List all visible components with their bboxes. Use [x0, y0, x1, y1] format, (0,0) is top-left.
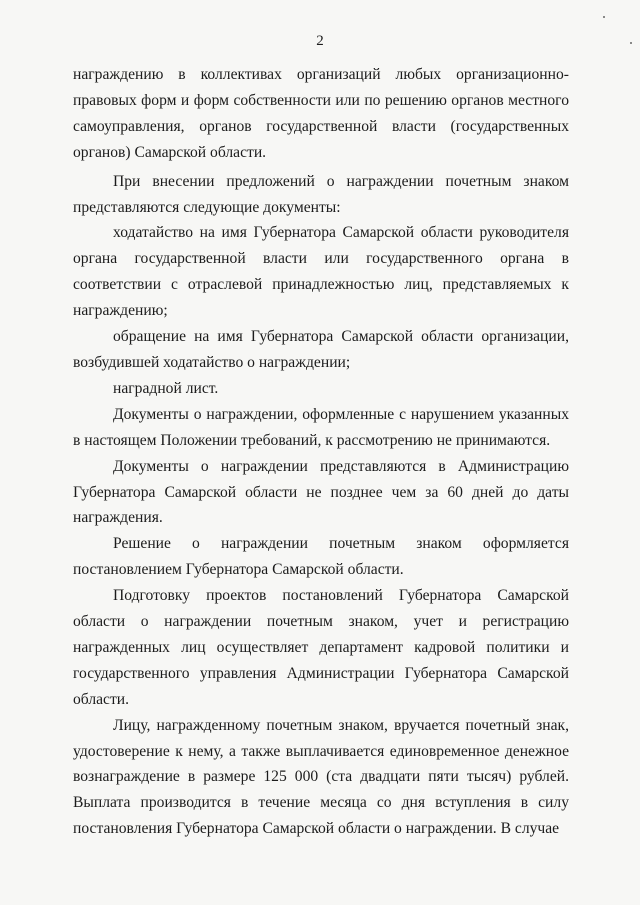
paragraph-2: При внесении предложений о награждении почетным знаком представляются следующие документы:	[73, 172, 569, 216]
body-text	[73, 62, 569, 842]
paragraph-9: Подготовку проектов постановлений Губернатора Самарской области о награждении почетным знаком, учет и регистрацию награжденных лиц осуществляет департамент кадровой политики и государственного управления Администрации Губернатора Самарской области.	[73, 587, 569, 708]
paragraph-6: Документы о награждении, оформленные с нарушением указанных в настоящем Положении требований, к рассмотрению не принимаются.	[73, 405, 569, 449]
scan-speck	[603, 16, 605, 18]
scan-speck	[630, 42, 632, 44]
paragraph-1: награждению в коллективах организаций любых организационно-правовых форм и форм собственности или по решению органов местного самоуправления, органов государственной власти (государственных органов) Самарской области.	[73, 66, 569, 161]
paragraph-10: Лицу, награжденному почетным знаком, вручается почетный знак, удостоверение к нему, а также выплачивается единовременное денежное вознаграждение в размере 125 000 (ста двадцати пяти тысяч) рублей. Выплата производится в течение месяца со дня вступления в силу постановления Губернатора Самарской области о награждении. В случае	[73, 716, 569, 838]
paragraph-5: наградной лист.	[113, 379, 219, 397]
paragraph-4: обращение на имя Губернатора Самарской области организации, возбудившей ходатайство о награждении;	[73, 328, 569, 371]
paragraph-3: ходатайство на имя Губернатора Самарской области руководителя органа государственной власти или государственного органа в соответствии с отраслевой принадлежностью лиц, представляемых к награждению;	[73, 224, 569, 320]
paragraph-8: Решение о награждении почетным знаком оформляется постановлением Губернатора Самарской области.	[73, 535, 569, 579]
paragraph-7: Документы о награждении представляются в Администрацию Губернатора Самарской области не позднее чем за 60 дней до даты награждения.	[73, 457, 569, 527]
page-number: 2	[316, 33, 324, 49]
